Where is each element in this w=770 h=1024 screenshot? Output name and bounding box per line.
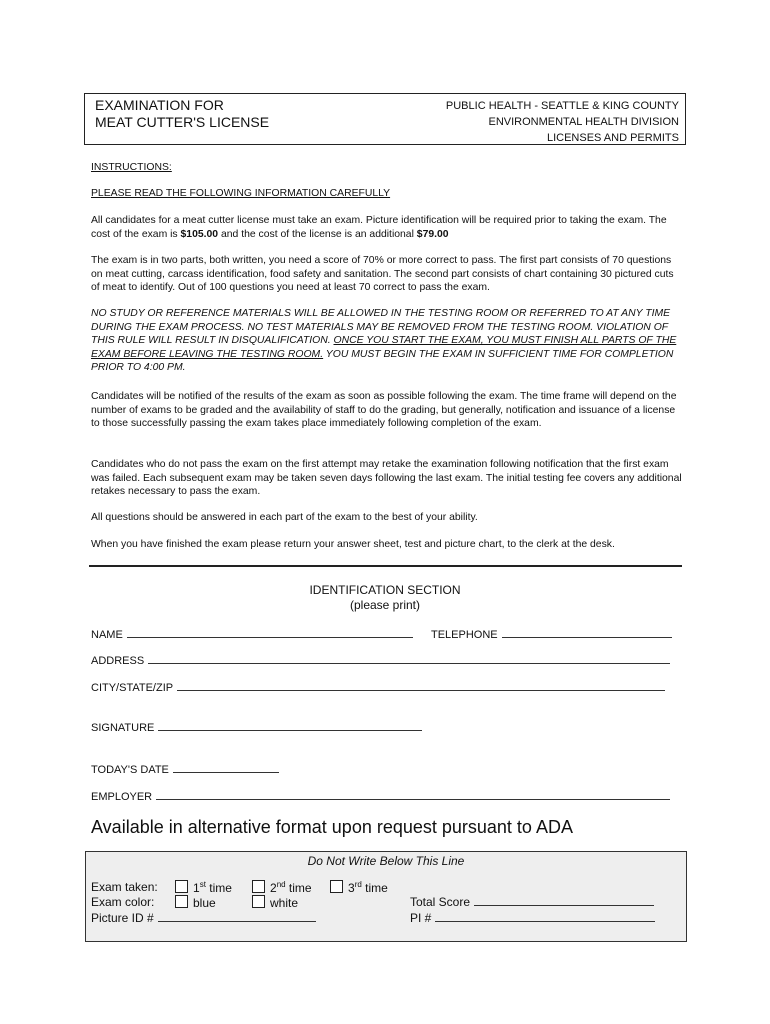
exam-taken-2nd[interactable] bbox=[252, 880, 312, 896]
time-word-3: time bbox=[361, 881, 388, 895]
telephone-field[interactable] bbox=[431, 627, 672, 642]
ordinal-2-suffix: nd bbox=[276, 880, 286, 889]
please-read-heading: PLEASE READ THE FOLLOWING INFORMATION CAREFULLY bbox=[91, 188, 391, 199]
license-cost: $79.00 bbox=[416, 228, 449, 240]
office-use-box bbox=[85, 851, 687, 942]
picture-id-field[interactable] bbox=[91, 911, 316, 926]
section-name: LICENSES AND PERMITS bbox=[546, 132, 679, 144]
address-field[interactable] bbox=[91, 653, 670, 668]
pi-field[interactable] bbox=[410, 911, 655, 926]
header-box bbox=[84, 93, 686, 145]
city-state-zip-line[interactable] bbox=[177, 680, 665, 691]
checkbox-2nd[interactable] bbox=[252, 880, 265, 893]
ordinal-3-suffix: rd bbox=[354, 880, 362, 889]
signature-line[interactable] bbox=[158, 720, 422, 731]
instructions-heading: INSTRUCTIONS: bbox=[91, 162, 172, 173]
telephone-line[interactable] bbox=[502, 627, 672, 638]
agency-name: PUBLIC HEALTH - SEATTLE & KING COUNTY bbox=[445, 100, 679, 112]
employer-field[interactable] bbox=[91, 789, 670, 804]
address-label: ADDRESS bbox=[91, 655, 145, 667]
time-word-2: time bbox=[285, 881, 312, 895]
ada-notice: Available in alternative format upon request pursuant to ADA bbox=[91, 817, 573, 837]
ordinal-1-suffix: st bbox=[199, 880, 206, 889]
todays-date-field[interactable] bbox=[91, 762, 279, 777]
picture-id-line[interactable] bbox=[158, 911, 316, 922]
total-score-field[interactable] bbox=[410, 895, 654, 910]
exam-color-label: Exam color: bbox=[91, 895, 155, 909]
signature-label: SIGNATURE bbox=[91, 722, 155, 734]
checkbox-3rd[interactable] bbox=[330, 880, 343, 893]
pi-label: PI # bbox=[410, 911, 432, 925]
paragraph-exam-parts: The exam is in two parts, both written, you need a score of 70% or more correct to pass. The first part consists of 70 questions on meat cutting, carcass identification, food safety and sanitation. The second part consists of chart containing 30 pictured cuts of meat to identify. Out of 100 questions you need at least 70 correct to pass the exam. bbox=[91, 255, 674, 294]
exam-taken-1st[interactable] bbox=[175, 880, 232, 896]
signature-field[interactable] bbox=[91, 720, 422, 735]
city-state-zip-label: CITY/STATE/ZIP bbox=[91, 682, 174, 694]
identification-title: IDENTIFICATION SECTION bbox=[309, 583, 461, 597]
agency-block bbox=[446, 98, 679, 146]
telephone-label: TELEPHONE bbox=[431, 629, 498, 641]
blue-label: blue bbox=[193, 896, 216, 910]
time-word-1: time bbox=[205, 881, 232, 895]
exam-color-blue[interactable] bbox=[175, 895, 216, 911]
checkbox-blue[interactable] bbox=[175, 895, 188, 908]
total-score-label: Total Score bbox=[410, 895, 471, 909]
office-use-title: Do Not Write Below This Line bbox=[307, 854, 465, 868]
paragraph-rules bbox=[91, 307, 683, 375]
picture-id-label: Picture ID # bbox=[91, 911, 154, 925]
paragraph-results: Candidates will be notified of the results of the exam as soon as possible following the exam. The time frame will depend on the number of exams to be graded and the availability of staff to do the grading, but generally, notification and issuance of a license to those successfully passing the exam takes place immediately following completion of the exam. bbox=[91, 391, 677, 430]
division-name: ENVIRONMENTAL HEALTH DIVISION bbox=[488, 116, 679, 128]
paragraph-retake: Candidates who do not pass the exam on the first attempt may retake the examination following notification that the first exam was failed. Each subsequent exam may be taken seven days following the last exam. The initial testing fee covers any additional retakes necessary to pass the exam. bbox=[91, 459, 682, 498]
form-title bbox=[95, 97, 269, 131]
form-title-line1: EXAMINATION FOR bbox=[95, 97, 224, 113]
p3-underlined: ONCE YOU START THE EXAM, YOU MUST FINISH ALL PARTS OF THE EXAM BEFORE LEAVING THE TESTING ROOM. bbox=[91, 335, 677, 360]
p1-text-a: All candidates for a meat cutter license must take an exam. Picture identification will be required prior to taking the exam. The cost of the exam is bbox=[91, 215, 667, 240]
exam-color-white[interactable] bbox=[252, 895, 298, 911]
checkbox-white[interactable] bbox=[252, 895, 265, 908]
section-divider bbox=[89, 565, 682, 567]
employer-label: EMPLOYER bbox=[91, 791, 153, 803]
exam-taken-3rd[interactable] bbox=[330, 880, 388, 896]
ordinal-2: 2 bbox=[270, 881, 277, 895]
ordinal-1: 1 bbox=[193, 881, 200, 895]
total-score-line[interactable] bbox=[474, 895, 654, 906]
exam-taken-label: Exam taken: bbox=[91, 880, 158, 894]
name-field[interactable] bbox=[91, 627, 413, 642]
white-label: white bbox=[270, 896, 299, 910]
paragraph-return-materials: When you have finished the exam please return your answer sheet, test and picture chart, to the clerk at the desk. bbox=[91, 539, 615, 550]
paragraph-answer-all: All questions should be answered in each part of the exam to the best of your ability. bbox=[91, 512, 478, 523]
employer-line[interactable] bbox=[156, 789, 670, 800]
todays-date-line[interactable] bbox=[173, 762, 279, 773]
name-label: NAME bbox=[91, 629, 123, 641]
ordinal-3: 3 bbox=[348, 881, 355, 895]
city-state-zip-field[interactable] bbox=[91, 680, 665, 695]
checkbox-1st[interactable] bbox=[175, 880, 188, 893]
p1-text-b: and the cost of the license is an additional bbox=[218, 228, 417, 240]
form-title-line2: MEAT CUTTER'S LICENSE bbox=[95, 114, 270, 130]
address-line[interactable] bbox=[148, 653, 670, 664]
p3-text-b: YOU MUST BEGIN THE EXAM IN SUFFICIENT TIME FOR COMPLETION PRIOR TO 4:00 PM. bbox=[91, 348, 674, 374]
paragraph-exam-cost bbox=[91, 214, 683, 241]
name-line[interactable] bbox=[127, 627, 413, 638]
exam-cost: $105.00 bbox=[180, 228, 219, 240]
p3-text-a: NO STUDY OR REFERENCE MATERIALS WILL BE ALLOWED IN THE TESTING ROOM OR REFERRED TO AT ANY TIME DURING THE EXAM PROCESS. NO TEST MATERIALS MAY BE REMOVED FROM THE TESTING ROOM. VIOLATION OF THIS RULE WILL RESULT IN DISQUALIFICATION. bbox=[91, 308, 671, 347]
pi-line[interactable] bbox=[435, 911, 655, 922]
todays-date-label: TODAY'S DATE bbox=[91, 764, 169, 776]
identification-subtitle: (please print) bbox=[349, 598, 421, 612]
